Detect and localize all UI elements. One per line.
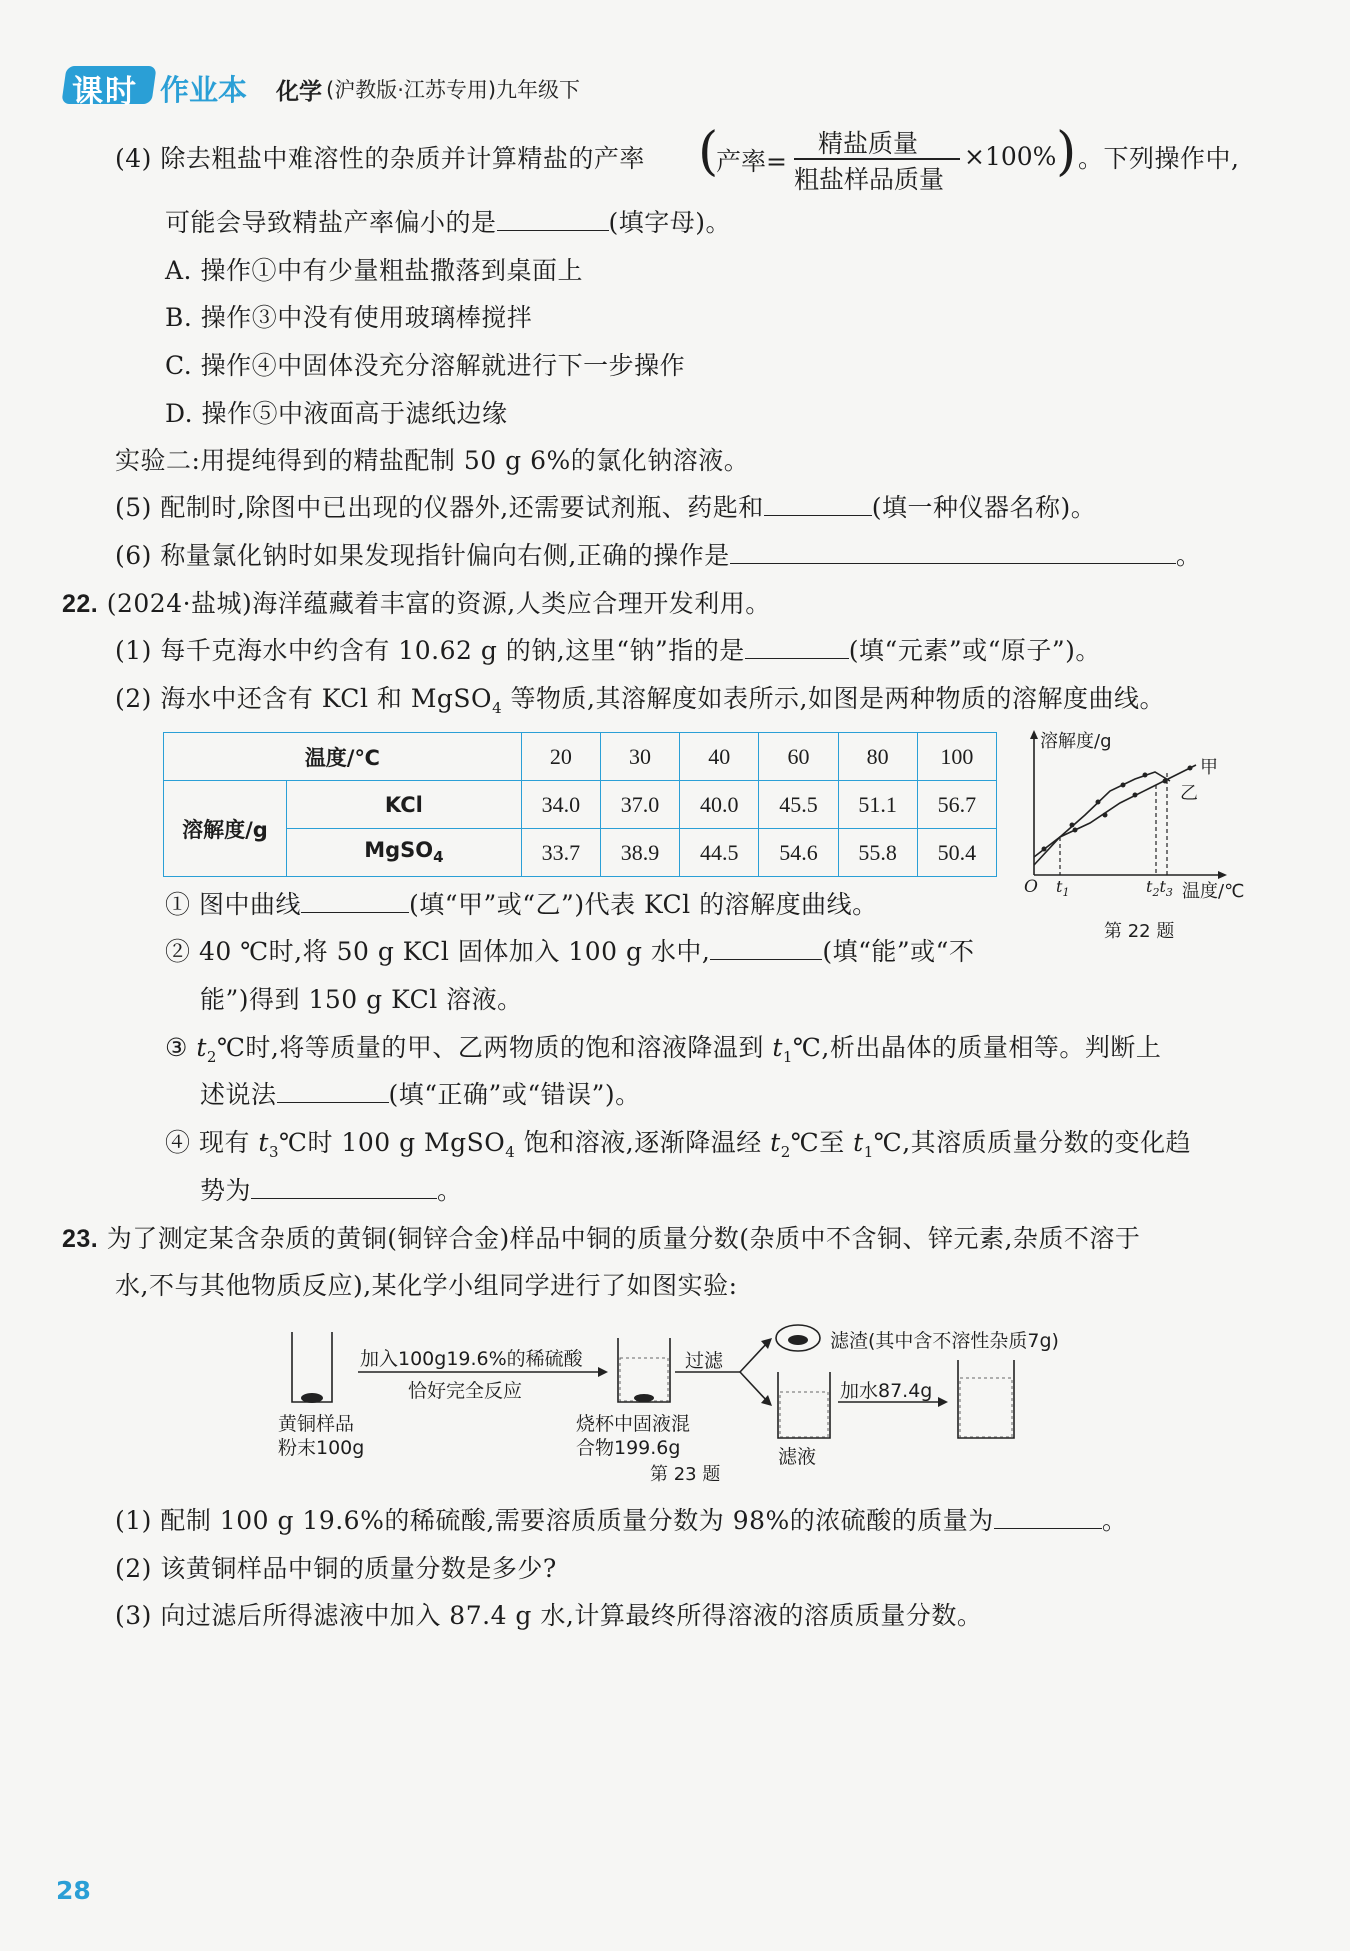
formula-right: ×100% xyxy=(964,142,1057,171)
q22-sub1: ① 图中曲线 (填“甲”或“乙”)代表 KCl 的溶解度曲线。 xyxy=(165,890,878,919)
logo-text: 课时 xyxy=(72,74,138,110)
option-b: B. 操作③中没有使用玻璃棒搅拌 xyxy=(165,303,533,332)
answer-blank[interactable] xyxy=(710,937,822,960)
question-number: 23. xyxy=(62,1225,99,1253)
filter-label: 过滤 xyxy=(685,1350,724,1372)
graph-origin: O xyxy=(1024,877,1038,897)
arrow1-top-label: 加入100g19.6%的稀硫酸 xyxy=(360,1348,583,1370)
answer-blank[interactable] xyxy=(764,493,872,516)
curve-yi xyxy=(1034,772,1170,865)
table-cell: 33.7 xyxy=(521,829,600,877)
table-cell: 50.4 xyxy=(917,829,996,877)
q23-part2: (2) 该黄铜样品中铜的质量分数是多少? xyxy=(115,1554,557,1583)
figure-caption: 第 23 题 xyxy=(650,1464,721,1485)
q22-part2: (2) 海水中还含有 KCl 和 MgSO$_4$ 等物质,其溶解度如表所示,如图是两种物质的溶解度曲线。 xyxy=(115,684,1165,717)
residue-solid xyxy=(788,1335,808,1345)
y-axis-arrow xyxy=(1030,730,1038,739)
table-row xyxy=(164,781,997,829)
option-c: C. 操作④中固体没充分溶解就进行下一步操作 xyxy=(165,351,686,380)
q21-part4-line1: (4) 除去粗盐中难溶性的杂质并计算精盐的产率 xyxy=(115,144,645,173)
table-cell: 30 xyxy=(600,733,679,781)
arrow-to-residue xyxy=(740,1342,768,1372)
question-number: 22. xyxy=(62,590,99,618)
q21-part5: (5) 配制时,除图中已出现的仪器外,还需要试剂瓶、药匙和 (填一种仪器名称)。 xyxy=(115,493,1097,522)
edition-title: (沪教版·江苏专用)九年级下 xyxy=(326,78,581,102)
table-cell: 60 xyxy=(759,733,838,781)
experiment-diagram xyxy=(270,1320,1120,1490)
option-d: D. 操作⑤中液面高于滤纸边缘 xyxy=(165,399,508,428)
table-row xyxy=(164,829,997,877)
row-label-kcl: KCl xyxy=(287,781,522,829)
table-cell: 38.9 xyxy=(600,829,679,877)
figure-caption: 第 22 题 xyxy=(1104,921,1175,942)
formula-bracket-left: ( xyxy=(698,122,719,182)
graph-t1: $t_1$ xyxy=(1056,877,1070,900)
answer-blank[interactable] xyxy=(277,1080,389,1103)
mixture-label: 烧杯中固液混 合物199.6g xyxy=(576,1413,691,1459)
q23-part1: (1) 配制 100 g 19.6%的稀硫酸,需要溶质质量分数为 98%的浓硫酸的质量为 。 xyxy=(115,1506,1128,1535)
q22-sub3-cont: 述说法 (填“正确”或“错误”)。 xyxy=(200,1080,641,1109)
temp-header: 温度/℃ xyxy=(164,733,522,781)
table-row xyxy=(164,733,997,781)
table-cell: 40 xyxy=(680,733,759,781)
table-cell: 40.0 xyxy=(680,781,759,829)
q22-sub4-cont: 势为 。 xyxy=(200,1176,463,1205)
formula-left: 产率= xyxy=(716,147,787,176)
q22-part1: (1) 每千克海水中约含有 10.62 g 的钠,这里“钠”指的是 (填“元素”或“原子”)。 xyxy=(115,636,1101,665)
sample-powder xyxy=(301,1393,323,1403)
beaker-final xyxy=(958,1360,1014,1438)
curve-point xyxy=(1096,800,1101,805)
sample-label: 黄铜样品 粉末100g xyxy=(278,1413,365,1459)
q21-part4-line2: 可能会导致精盐产率偏小的是 (填字母)。 xyxy=(165,208,732,237)
answer-blank[interactable] xyxy=(994,1506,1102,1529)
solubility-curve-svg xyxy=(1020,725,1260,940)
curve-point xyxy=(1133,793,1138,798)
experiment-two: 实验二:用提纯得到的精盐配制 50 g 6%的氯化钠溶液。 xyxy=(115,446,750,475)
page-number: 28 xyxy=(56,1876,91,1905)
answer-blank[interactable] xyxy=(251,1176,437,1199)
formula-numerator: 精盐质量 xyxy=(818,129,919,158)
beaker-mixture xyxy=(618,1338,670,1402)
q22-sub4: ④ 现有 $t_3℃$时 100 g MgSO$_4$ 饱和溶液,逐渐降温经 $t_2℃$至 $t_1℃$,其溶质质量分数的变化趋 xyxy=(165,1128,1192,1161)
page-header xyxy=(64,60,764,110)
answer-blank[interactable] xyxy=(745,636,849,659)
answer-blank[interactable] xyxy=(730,541,1176,564)
row-label-mgso4: MgSO$_4$ xyxy=(287,829,522,877)
curve-jia-label: 甲 xyxy=(1200,757,1218,778)
solubility-header: 溶解度/g xyxy=(164,781,287,877)
book-title: 作业本 xyxy=(160,73,248,107)
filtrate-liquid xyxy=(780,1392,828,1437)
table-cell: 54.6 xyxy=(759,829,838,877)
q23-part3: (3) 向过滤后所得滤液中加入 87.4 g 水,计算最终所得溶液的溶质质量分数。 xyxy=(115,1601,983,1630)
q22-sub3: ③ $t_2℃$时,将等质量的甲、乙两物质的饱和溶液降温到 $t_1℃$,析出晶体的质量相等。判断上 xyxy=(165,1033,1162,1066)
q22-sub2: ② 40 ℃时,将 50 g KCl 固体加入 100 g 水中, (填“能”或“不 xyxy=(165,937,975,966)
add-water-label: 加水87.4g xyxy=(840,1380,933,1402)
yield-formula xyxy=(698,122,1118,194)
q21-part4-line1-tail: 。下列操作中, xyxy=(1078,144,1240,173)
q23-stem-line2: 水,不与其他物质反应),某化学小组同学进行了如图实验: xyxy=(115,1271,738,1300)
filtrate-label: 滤液 xyxy=(778,1446,817,1468)
answer-blank[interactable] xyxy=(301,890,409,913)
formula-bracket-right: ) xyxy=(1056,122,1077,182)
graph-ylabel: 溶解度/g xyxy=(1040,731,1112,752)
curve-point xyxy=(1073,828,1078,833)
arrow1-bottom-label: 恰好完全反应 xyxy=(408,1380,523,1402)
beaker-filtrate xyxy=(778,1372,830,1438)
curve-point xyxy=(1042,847,1047,852)
curve-point xyxy=(1121,783,1126,788)
curve-point xyxy=(1103,813,1108,818)
curve-point xyxy=(1143,773,1148,778)
beaker-sample xyxy=(292,1332,332,1402)
table-cell: 45.5 xyxy=(759,781,838,829)
table-cell: 51.1 xyxy=(838,781,917,829)
subject-title: 化学 xyxy=(276,79,322,105)
final-liquid xyxy=(960,1378,1012,1437)
table-cell: 37.0 xyxy=(600,781,679,829)
curve-point xyxy=(1163,779,1168,784)
mixture-solid xyxy=(634,1394,654,1402)
q21-part6: (6) 称量氯化钠时如果发现指针偏向右侧,正确的操作是 。 xyxy=(115,541,1202,570)
curve-point xyxy=(1070,823,1075,828)
graph-t2-t3: $t_2t_3$ xyxy=(1146,877,1173,900)
residue-label: 滤渣(其中含不溶性杂质7g) xyxy=(830,1330,1059,1352)
graph-xlabel: 温度/℃ xyxy=(1182,881,1245,902)
curve-jia xyxy=(1034,765,1196,857)
arrow-head xyxy=(598,1367,608,1377)
arrow-to-filtrate xyxy=(740,1372,768,1402)
curve-yi-label: 乙 xyxy=(1180,783,1198,804)
table-cell: 44.5 xyxy=(680,829,759,877)
curve-point xyxy=(1188,766,1193,771)
table-cell: 56.7 xyxy=(917,781,996,829)
solubility-graph xyxy=(1020,725,1260,940)
table-cell: 20 xyxy=(521,733,600,781)
answer-blank[interactable] xyxy=(497,208,609,231)
arrow-head xyxy=(938,1397,948,1407)
table-cell: 55.8 xyxy=(838,829,917,877)
q22-sub2-cont: 能”)得到 150 g KCl 溶液。 xyxy=(200,985,523,1014)
option-a: A. 操作①中有少量粗盐撒落到桌面上 xyxy=(165,256,583,285)
q22-stem: 22. (2024·盐城)海洋蕴藏着丰富的资源,人类应合理开发利用。 xyxy=(62,589,771,618)
solubility-table xyxy=(163,732,997,877)
table-cell: 34.0 xyxy=(521,781,600,829)
q23-stem-line1: 23. 为了测定某含杂质的黄铜(铜锌合金)样品中铜的质量分数(杂质中不含铜、锌元素,杂质不溶于 xyxy=(62,1224,1141,1253)
table-cell: 80 xyxy=(838,733,917,781)
formula-denominator: 粗盐样品质量 xyxy=(794,165,945,194)
table-cell: 100 xyxy=(917,733,996,781)
